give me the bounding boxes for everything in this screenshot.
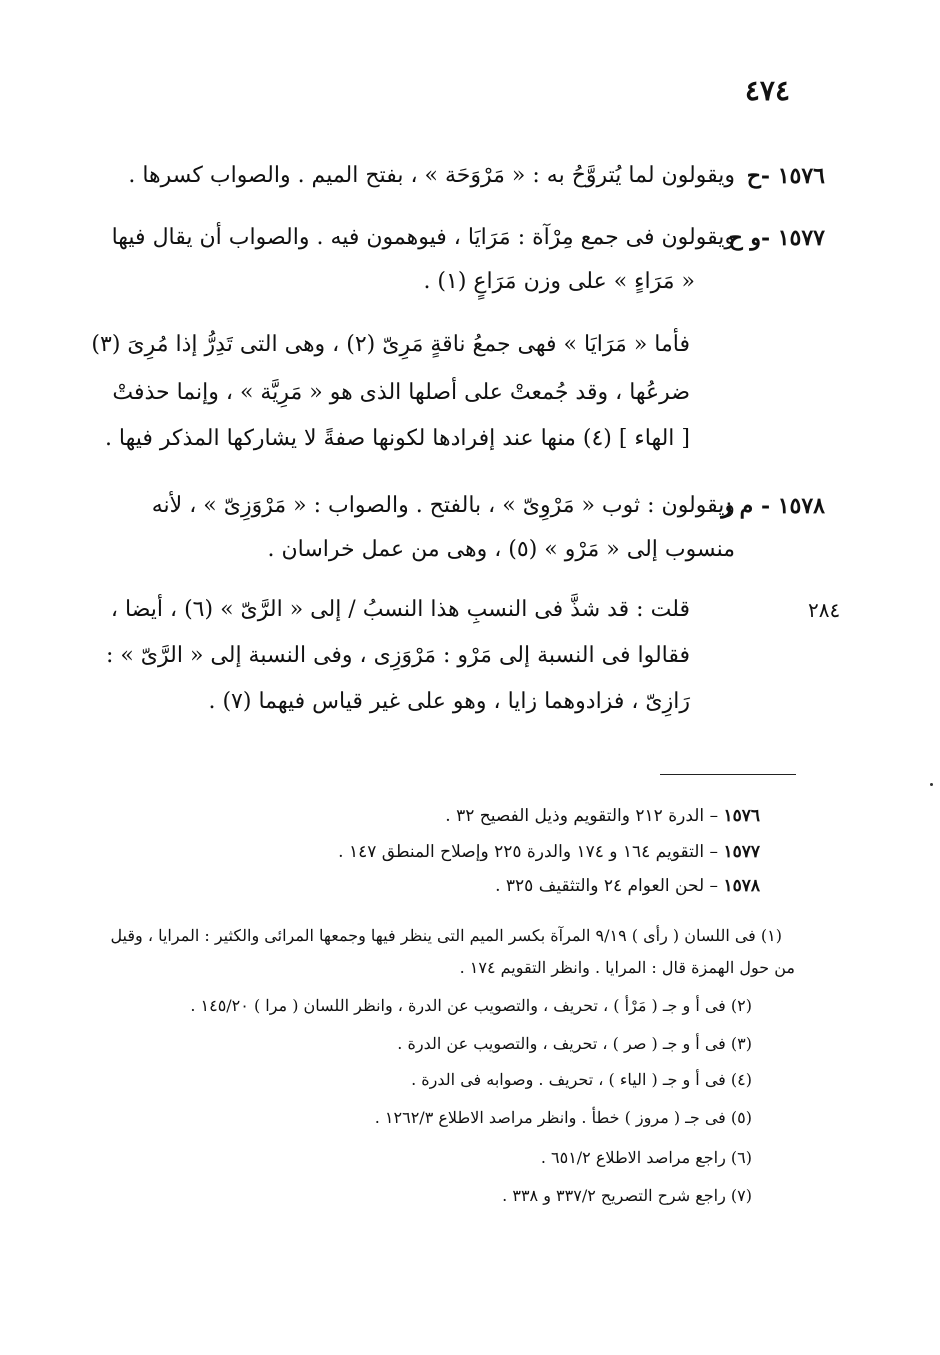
paragraph-line: [ الهاء ] (٤) منها عند إفرادها لكونها صفةً لا يشاركها المذكر فيها . xyxy=(104,426,690,451)
source-text: – الدرة ٢١٢ والتقويم وذيل الفصيح ٣٢ . xyxy=(445,806,719,826)
source-number: ١٥٧٨ xyxy=(723,876,760,896)
paragraph-line: رَازِىّ ، فزادوهما زايا ، وهو على غير قياس فيهما (٧) . xyxy=(208,689,690,714)
source-number: ١٥٧٦ xyxy=(723,806,760,826)
margin-mark xyxy=(930,783,933,786)
page-number: ٤٧٤ xyxy=(744,74,790,107)
footnote: (٥) فى جـ ( مروز ) خطأ . وانظر مراصد الاطلاع ١٢٦٢/٣ . xyxy=(374,1108,752,1127)
entry-line: ويقولون لما يُتروَّحُ به : « مَرْوَحَة » ، بفتح الميم . والصواب كسرها . xyxy=(128,163,735,188)
footnote-separator xyxy=(660,774,796,775)
paragraph-line: فقالوا فى النسبة إلى مَرْو : مَرْوَزِى ، وفى النسبة إلى « الرَّىّ » : xyxy=(105,643,690,668)
entry-number: ١٥٧٧ -و ح xyxy=(728,225,825,251)
footnote: (١) فى اللسان ( رأى ) ٩/١٩ المرآة بكسر الميم التى ينظر فيها وجمعها المرائى والكثير : المرايا ، وقيل xyxy=(110,926,782,945)
entry-line: « مَرَاءٍ » على وزن مَرَاعٍ (١) . xyxy=(423,269,695,294)
source-line xyxy=(200,876,760,896)
entry-line: ويقولون فى جمع مِرْآة : مَرَايَا ، فيوهمون فيه . والصواب أن يقال فيها xyxy=(111,225,735,250)
footnote: (٢) فى أ و جـ ( مَرْأ ) ، تحريف ، والتصويب عن الدرة ، وانظر اللسان ( مرا ) ١٤٥/٢٠ . xyxy=(190,996,752,1015)
source-line xyxy=(200,806,760,826)
footnote: من حول الهمزة قال : المرايا . وانظر التقويم ١٧٤ . xyxy=(459,958,795,977)
entry-number: ١٥٧٦ -ح xyxy=(746,163,825,189)
paragraph-line: ضرعُها ، وقد جُمعتْ على أصلها الذى هو « مَرِيَّة » ، وإنما حذفتْ xyxy=(112,380,690,405)
source-text: – لحن العوام ٢٤ والتثقيف ٣٢٥ . xyxy=(495,876,719,896)
footnote: (٣) فى أ و جـ ( صر ) ، تحريف ، والتصويب عن الدرة . xyxy=(397,1034,752,1053)
paragraph-line: قلت : قد شذَّ فى النسبِ هذا النسبُ / إلى « الرَّىّ » (٦) ، أيضا ، xyxy=(110,597,690,622)
source-number: ١٥٧٧ xyxy=(723,842,760,862)
footnote: (٦) راجع مراصد الاطلاع ٦٥١/٢ . xyxy=(540,1148,752,1167)
source-line xyxy=(200,842,760,862)
entry-line: منسوب إلى « مَرْو » (٥) ، وهى من عمل خراسان . xyxy=(267,537,735,562)
source-text: – التقويم ١٦٤ و ١٧٤ والدرة ٢٢٥ وإصلاح المنطق ١٤٧ . xyxy=(338,842,719,862)
margin-page-number: ٢٨٤ xyxy=(808,598,841,622)
entry-number: ١٥٧٨ - م ز xyxy=(721,493,825,519)
footnote: (٧) راجع شرح التصريح ٣٣٧/٢ و ٣٣٨ . xyxy=(502,1186,752,1205)
footnote: (٤) فى أ و جـ ( الياء ) ، تحريف . وصوابه فى الدرة . xyxy=(411,1070,752,1089)
entry-line: ويقولون : ثوب « مَرْوِىّ » ، بالفتح . والصواب : « مَرْوَزِىّ » ، لأنه xyxy=(151,493,735,518)
paragraph-line: فأما « مَرَايَا » فهى جمعُ ناقةٍ مَرِىّ (٢) ، وهى التى تَدِرُّ إذا مُرِىَ (٣) xyxy=(91,332,690,357)
